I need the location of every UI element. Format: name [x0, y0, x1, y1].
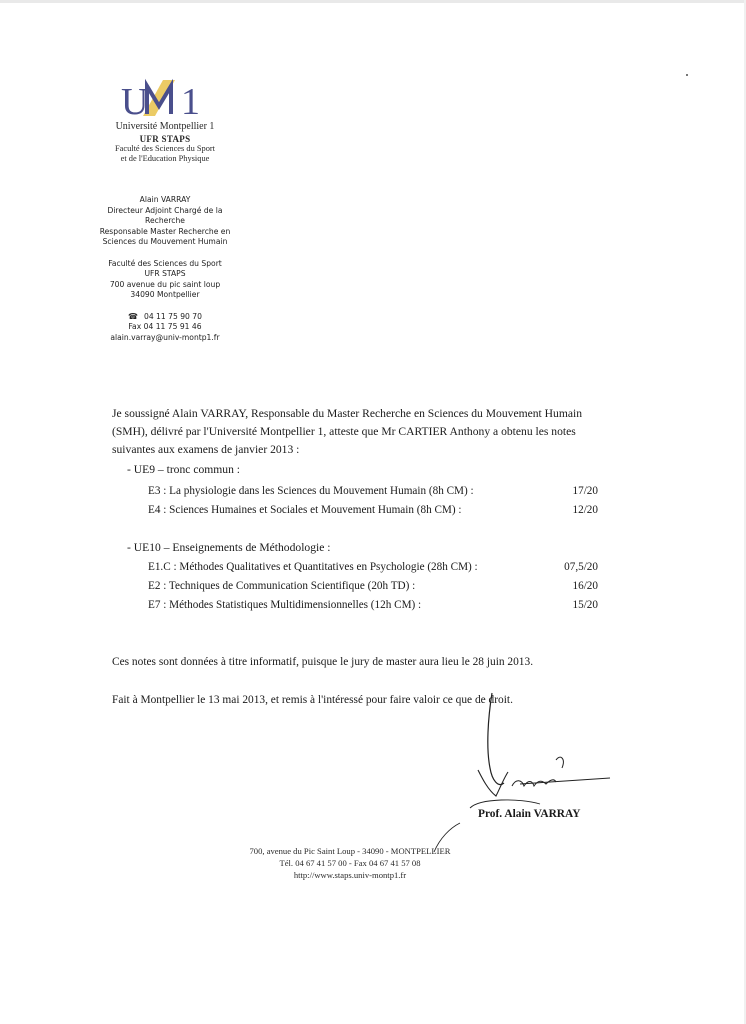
sender-block	[80, 195, 250, 354]
um1-logo	[115, 76, 215, 120]
grade-score: 12/20	[572, 504, 598, 516]
grade-label: E2 : Techniques de Communication Scientifique (20h TD) :	[148, 580, 416, 592]
grade-label: E7 : Méthodes Statistiques Multidimensionnelles (12h CM) :	[148, 599, 422, 611]
sender-role-line: Responsable Master Recherche en	[99, 226, 231, 236]
sender-address	[80, 259, 250, 301]
closing-statement: Fait à Montpellier le 13 mai 2013, et remis à l'intéressé pour faire valoir ce que de droit.	[112, 694, 513, 706]
address-line: 700 avenue du pic saint loup	[109, 279, 221, 289]
letterhead	[80, 76, 250, 164]
faculty-line-2: et de l'Education Physique	[120, 154, 210, 163]
ufr-name: UFR STAPS	[139, 134, 191, 144]
footer-address: 700, avenue du Pic Saint Loup - 34090 - MONTPELLIER	[249, 846, 451, 856]
sender-identity	[80, 195, 250, 248]
ue10-title: - UE10 – Enseignements de Méthodologie :	[127, 541, 331, 554]
grade-label: E1.C : Méthodes Qualitatives et Quantitatives en Psychologie (28h CM) :	[148, 561, 478, 573]
logo-letter-u: U	[121, 81, 149, 120]
signatory-name: Prof. Alain VARRAY	[478, 808, 581, 820]
ue9-title: - UE9 – tronc commun :	[127, 463, 241, 476]
email-link[interactable]: alain.varray@univ-montp1.fr	[110, 332, 220, 342]
grade-score: 07,5/20	[564, 561, 598, 573]
footer-contact: Tél. 04 67 41 57 00 - Fax 04 67 41 57 08	[279, 858, 421, 868]
grade-row	[148, 599, 598, 611]
sender-role-line: Sciences du Mouvement Humain	[102, 237, 228, 246]
grade-score: 16/20	[572, 580, 598, 592]
faculty-line-1: Faculté des Sciences du Sport	[114, 144, 215, 153]
grade-row	[148, 580, 598, 592]
grade-row	[148, 561, 598, 573]
grade-row	[148, 504, 598, 516]
scan-edge-top	[0, 0, 746, 3]
fax-number: Fax 04 11 75 91 46	[128, 322, 202, 331]
address-line: 34090 Montpellier	[130, 290, 200, 299]
footer	[200, 845, 500, 881]
sender-contact	[80, 312, 250, 344]
sender-role-line: Directeur Adjoint Chargé de la	[107, 205, 223, 215]
logo-digit-one: 1	[181, 81, 200, 120]
university-name: Université Montpellier 1	[115, 121, 215, 132]
grade-score: 15/20	[572, 599, 598, 611]
address-line: UFR STAPS	[144, 269, 186, 278]
sender-name: Alain VARRAY	[139, 195, 191, 204]
footer-website-link[interactable]: http://www.staps.univ-montp1.fr	[293, 870, 407, 880]
grade-row	[148, 485, 598, 497]
phone-icon: ☎	[128, 311, 138, 321]
sender-role-line: Recherche	[145, 216, 185, 225]
grade-label: E3 : La physiologie dans les Sciences du Mouvement Humain (8h CM) :	[148, 485, 474, 497]
address-line: Faculté des Sciences du Sport	[108, 258, 222, 268]
handwritten-signature	[420, 688, 620, 858]
informative-note: Ces notes sont données à titre informatif, puisque le jury de master aura lieu le 28 juin 2013.	[112, 656, 534, 668]
grade-label: E4 : Sciences Humaines et Sociales et Mouvement Humain (8h CM) :	[148, 504, 462, 516]
grade-score: 17/20	[572, 485, 598, 497]
phone-line	[80, 312, 250, 323]
attestation-intro: Je soussigné Alain VARRAY, Responsable du Master Recherche en Sciences du Mouvement Humain (SMH), délivré par l'Université Montpellier 1, atteste que Mr CARTIER Anthony a obtenu les notes suivantes aux examens de janvier 2013 :	[112, 407, 583, 456]
phone-number: 04 11 75 90 70	[143, 311, 202, 321]
scan-speck	[686, 74, 688, 76]
